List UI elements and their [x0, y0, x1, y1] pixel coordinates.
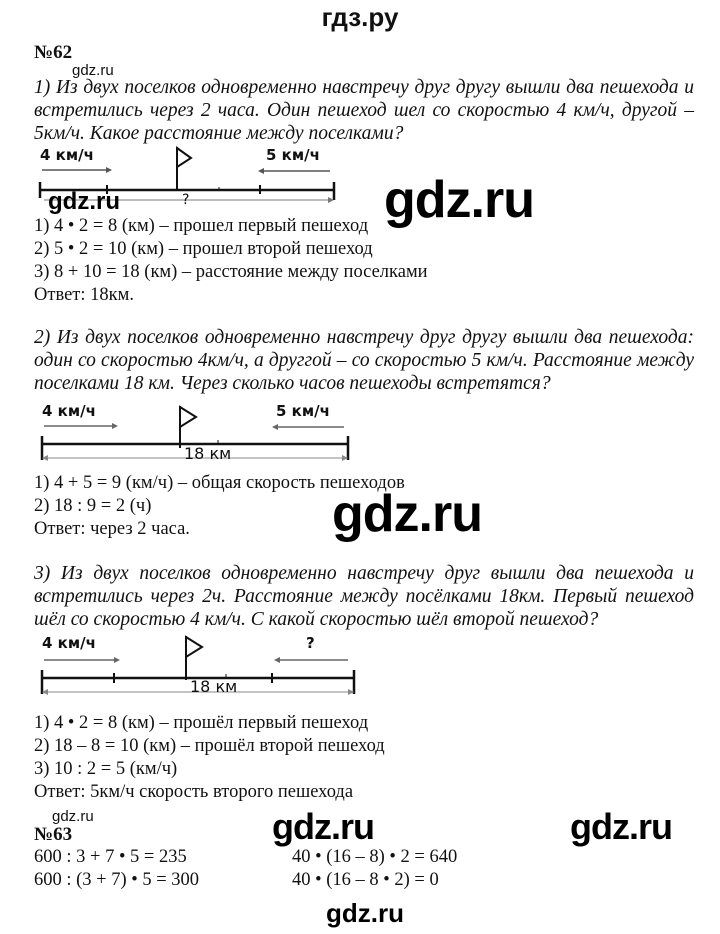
problem-2-text: 2) Из двух поселков одновременно навстречу друг другу вышли два пешехода: один со скоростью 4км/ч, а друггой – со скоростью 5 км/ч. Расстояние между поселками 18 км. Через сколько часов пешеходы встретятся? — [34, 327, 694, 394]
line-segment-diagram — [36, 630, 366, 696]
right-speed-label: 5 км/ч — [266, 146, 320, 164]
solution-step: 1) 4 • 2 = 8 (км) – прошёл первый пешеход — [34, 713, 369, 733]
flag-icon — [177, 147, 191, 190]
flag-icon — [180, 406, 196, 448]
solution-1 — [34, 215, 428, 307]
answer: Ответ: через 2 часа. — [34, 519, 190, 539]
right-speed-label: ? — [306, 634, 315, 652]
right-arrow-icon — [42, 167, 112, 173]
left-arrow-icon — [274, 657, 348, 663]
solution-3 — [34, 712, 385, 804]
flag-icon — [186, 636, 202, 680]
watermark: gdz.ru — [52, 808, 94, 825]
site-title: гдз.ру — [321, 2, 399, 32]
watermark: gdz.ru — [272, 806, 374, 847]
diagram-3 — [36, 630, 366, 701]
task63-right-column — [292, 846, 457, 892]
solution-step: 2) 18 : 9 = 2 (ч) — [34, 496, 152, 516]
expression: 40 • (16 – 8 • 2) = 0 — [292, 870, 439, 890]
solution-step: 1) 4 + 5 = 9 (км/ч) – общая скорость пешеходов — [34, 473, 405, 493]
left-arrow-icon — [272, 424, 344, 430]
left-arrow-icon — [258, 168, 330, 174]
solution-step: 3) 10 : 2 = 5 (км/ч) — [34, 759, 178, 779]
answer: Ответ: 18км. — [34, 285, 134, 305]
task63-left-column — [34, 846, 199, 892]
task-number-62: №62 — [34, 42, 73, 63]
right-speed-label: 5 км/ч — [276, 402, 330, 420]
problem-1-text: 1) Из двух поселков одновременно навстречу друг другу вышли два пешехода и встретились через 2 часа. Один пешеход шел со скоростью 4 км/ч, другой – 5км/ч. Какое расстояние между поселками? — [34, 77, 694, 144]
distance-label: ? — [182, 192, 190, 204]
solution-step: 2) 5 • 2 = 10 (км) – прошел второй пешеход — [34, 239, 373, 259]
expression: 600 : (3 + 7) • 5 = 300 — [34, 870, 200, 890]
right-arrow-icon — [44, 423, 118, 429]
solution-step: 1) 4 • 2 = 8 (км) – прошел первый пешеход — [34, 216, 369, 236]
watermark: gdz.ru — [384, 171, 534, 229]
diagram-2 — [36, 398, 366, 469]
watermark: gdz.ru — [326, 898, 404, 928]
left-speed-label: 4 км/ч — [42, 402, 96, 420]
expression: 600 : 3 + 7 • 5 = 235 — [34, 847, 187, 867]
task-number-63: №63 — [34, 824, 73, 845]
left-speed-label: 4 км/ч — [40, 146, 94, 164]
watermark: gdz.ru — [72, 62, 114, 79]
solution-step: 3) 8 + 10 = 18 (км) – расстояние между поселками — [34, 262, 428, 282]
problem-3-text: 3) Из двух поселков одновременно навстречу друг вышли два пешехода и встретились через 2ч. Расстояние между посёлками 18км. Первый пешеход шёл со скоростью 4 км/ч. С какой скоростью шёл второй пешеход? — [34, 563, 694, 630]
left-speed-label: 4 км/ч — [42, 634, 96, 652]
watermark: gdz.ru — [570, 806, 672, 847]
distance-label: 18 км — [184, 444, 232, 463]
line-segment-diagram — [36, 398, 366, 464]
expression: 40 • (16 – 8) • 2 = 640 — [292, 847, 458, 867]
answer: Ответ: 5км/ч скорость второго пешехода — [34, 782, 354, 802]
watermark: gdz.ru — [332, 485, 482, 543]
right-arrow-icon — [44, 657, 120, 663]
distance-label: 18 км — [190, 677, 238, 696]
watermark: gdz.ru — [48, 188, 120, 215]
solution-step: 2) 18 – 8 = 10 (км) – прошёл второй пешеход — [34, 736, 385, 756]
